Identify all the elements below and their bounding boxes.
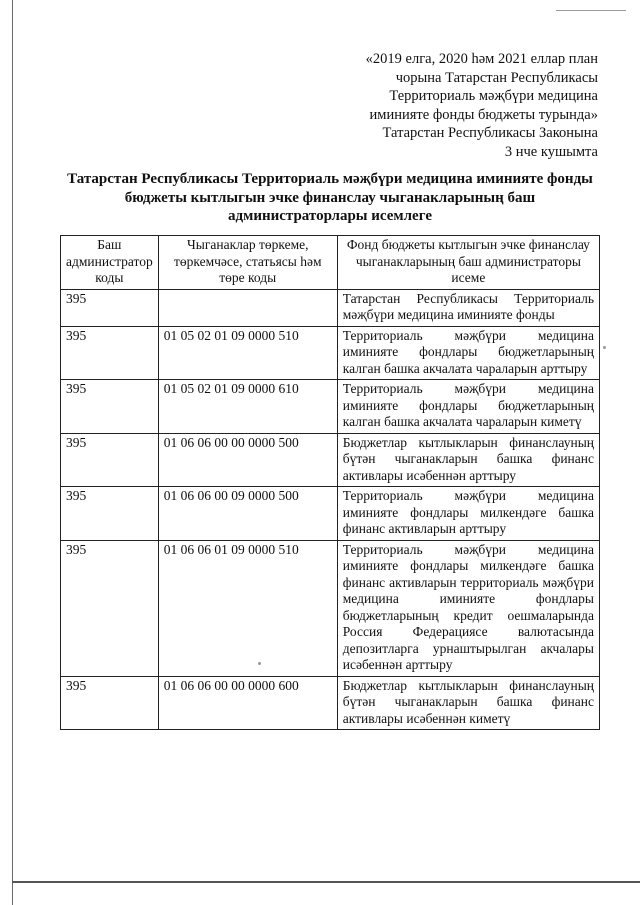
annex-line: Территориаль мәҗбүри медицина [389, 88, 598, 104]
cell-source-code: 01 06 06 00 09 0000 500 [158, 487, 337, 541]
scan-speck [603, 346, 606, 349]
table-row [61, 433, 600, 487]
table-row [61, 326, 600, 380]
table-row [61, 676, 600, 730]
cell-source-code: 01 06 06 00 00 0000 600 [158, 676, 337, 730]
scan-edge-left [12, 0, 13, 905]
cell-admin-code: 395 [61, 289, 159, 326]
title-line: администраторлары исемлеге [228, 208, 432, 224]
annex-line: «2019 елга, 2020 һәм 2021 еллар план [365, 51, 598, 67]
cell-source-code: 01 05 02 01 09 0000 610 [158, 380, 337, 434]
cell-administrator-name: Территориаль мәҗбүри медицина иминияте фондлары милкендәге башка финанс активларын территориаль мәҗбүри медицина иминияте фондлары бюджетларының кредит оешмаларында Россия Федерациясе валютасында депозитларга урнаштырылган акчалары исәбеннән арттыру [337, 540, 599, 676]
cell-admin-code: 395 [61, 676, 159, 730]
table-row [61, 540, 600, 676]
annex-line: чорына Татарстан Республикасы [395, 69, 598, 86]
annex-reference [278, 50, 598, 161]
cell-administrator-name: Территориаль мәҗбүри медицина иминияте фондлары бюджетларының калган башка акчалата чараларын арттыру [337, 326, 599, 380]
title-line: Татарстан Республикасы Территориаль мәҗбүри медицина иминияте фонды [67, 171, 593, 187]
table-row [61, 380, 600, 434]
annex-line: Татарстан Республикасы Законына [382, 125, 598, 141]
cell-source-code: 01 06 06 01 09 0000 510 [158, 540, 337, 676]
annex-line: 3 нче кушымта [504, 143, 598, 160]
cell-source-code: 01 06 06 00 00 0000 500 [158, 433, 337, 487]
cell-administrator-name: Бюджетлар кытлыкларын финанслауның бүтән чыганакларын башка финанс активлары исәбеннән киметү [337, 676, 599, 730]
cell-source-code: 01 05 02 01 09 0000 510 [158, 326, 337, 380]
table-header-row [61, 236, 600, 290]
scan-mark-top [556, 10, 626, 11]
cell-admin-code: 395 [61, 540, 159, 676]
table-row [61, 289, 600, 326]
cell-admin-code: 395 [61, 433, 159, 487]
administrators-table [60, 235, 600, 730]
annex-line: иминияте фонды бюджеты турында» [369, 106, 598, 123]
table-row [61, 487, 600, 541]
cell-administrator-name: Бюджетлар кытлыкларын финанслауның бүтән чыганакларын башка финанс активлары исәбеннән арттыру [337, 433, 599, 487]
header-source-code: Чыганаклар төркеме, төркемчәсе, статьясы һәм төре коды [158, 236, 337, 290]
cell-administrator-name: Территориаль мәҗбүри медицина иминияте фондлары милкендәге башка финанс активларын арттыру [337, 487, 599, 541]
cell-administrator-name: Территориаль мәҗбүри медицина иминияте фондлары бюджетларының калган башка акчалата чараларын киметү [337, 380, 599, 434]
cell-administrator-name: Татарстан Республикасы Территориаль мәҗбүри медицина иминияте фонды [337, 289, 599, 326]
cell-source-code [158, 289, 337, 326]
title-line: бюджеты кытлыгын эчке финанслау чыганакларының баш [124, 189, 536, 206]
cell-admin-code: 395 [61, 326, 159, 380]
scan-edge-bottom [12, 881, 640, 883]
cell-admin-code: 395 [61, 380, 159, 434]
header-administrator-name: Фонд бюджеты кытлыгын эчке финанслау чыганакларының баш администраторы исеме [337, 236, 599, 290]
document-title [60, 170, 600, 226]
cell-admin-code: 395 [61, 487, 159, 541]
header-admin-code: Баш администратор коды [61, 236, 159, 290]
